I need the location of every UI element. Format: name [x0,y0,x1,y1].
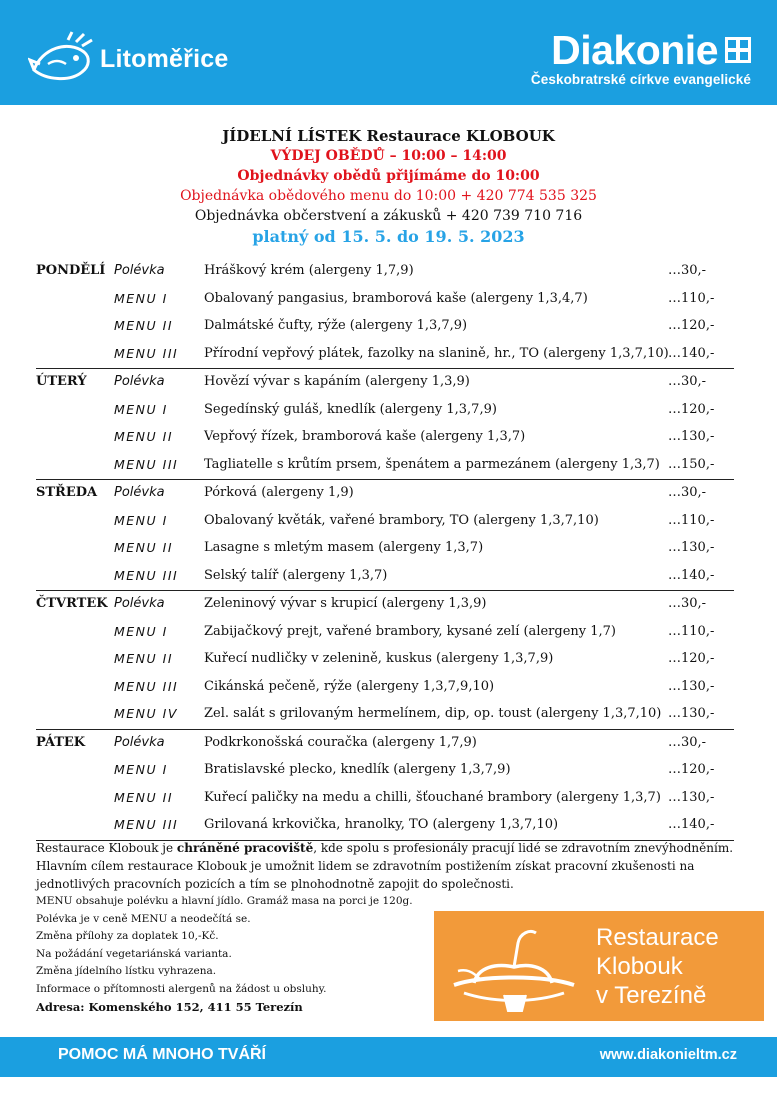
dish-name: Grilovaná krkovička, hranolky, TO (alergeny 1,3,7,10) [204,817,559,832]
dish-price: …120,- [668,762,715,777]
hat-fountain-icon [444,923,584,1013]
info-line: Polévka je v ceně MENU a neodečítá se. [36,912,251,925]
day-section [36,591,734,730]
panel-text: Restaurace Klobouk v Terezíně [596,924,719,1009]
day-name: PONDĚLÍ [36,263,106,278]
dish-name: Obalovaný květák, vařené brambory, TO (alergeny 1,3,7,10) [204,512,599,528]
dish-price: …120,- [668,401,715,417]
day-section [36,258,734,369]
fish-logo-icon [28,30,98,88]
menu-label: MENU II [114,789,174,805]
menu-row [36,757,734,785]
menu-row [36,674,734,702]
dish-name: Tagliatelle s krůtím prsem, špenátem a parmezánem (alergeny 1,3,7) [204,456,660,472]
menu-row [36,397,734,425]
restaurant-description: Restaurace Klobouk je chráněné pracoviště, kde spolu s profesionály pracují lidé se zdravotním znevýhodněním. Hlavním cílem restaurace Klobouk je umožnit lidem se zdravotním postižením získat pracovní zkušenosti na jednotlivých pracovních pozicích a tím se plnohodnotně zapojit do společnosti. [36,841,734,891]
dish-price: …120,- [668,318,715,333]
menu-row [36,619,734,647]
menu-label: MENU I [114,290,168,306]
dish-name: Hráškový krém (alergeny 1,7,9) [204,263,414,278]
dish-price: …30,- [668,374,707,389]
dish-price: …140,- [668,567,715,583]
dish-price: …130,- [668,789,715,805]
day-section [36,369,734,480]
menu-label: MENU III [114,456,179,472]
menu-row [36,258,734,286]
diakonie-logo [530,27,751,87]
footer-bar [0,1037,777,1077]
day-name: ÚTERÝ [36,374,87,389]
info-line: Změna jídelního lístku vyhrazena. [36,965,217,977]
dish-price: …130,- [668,540,715,555]
dish-name: Cikánská pečeně, rýže (alergeny 1,3,7,9,10) [204,678,495,694]
menu-row [36,646,734,674]
menu-row [36,424,734,452]
day-name: STŘEDA [36,485,98,500]
snack-order-phone: Objednávka občerstvení a zákusků + 420 739 710 716 [194,208,583,224]
dish-price: …30,- [668,263,707,278]
city-name: Litoměřice [100,44,229,73]
menu-row [36,313,734,341]
menu-row [36,701,734,729]
dish-name: Vepřový řízek, bramborová kaše (alergeny 1,3,7) [204,429,526,444]
dish-price: …110,- [668,623,715,639]
menu-order-phone: Objednávka obědového menu do 10:00 + 420 774 535 325 [180,188,597,204]
info-line: Na požádání vegetariánská varianta. [36,947,232,960]
dish-name: Selský talíř (alergeny 1,3,7) [204,567,388,583]
weekly-menu-table [36,258,734,841]
menu-label: MENU III [114,817,179,832]
dish-name: Hovězí vývar s kapáním (alergeny 1,3,9) [204,374,470,389]
dish-name: Podkrkonošská couračka (alergeny 1,7,9) [204,734,477,750]
menu-row [36,341,734,369]
dish-name: Obalovaný pangasius, bramborová kaše (alergeny 1,3,4,7) [204,290,588,306]
dish-name: Zeleninový vývar s krupicí (alergeny 1,3,9) [204,596,487,611]
dish-name: Kuřecí nudličky v zelenině, kuskus (alergeny 1,3,7,9) [204,651,554,666]
dish-name: Přírodní vepřový plátek, fazolky na slanině, hr., TO (alergeny 1,3,7,10) [204,345,669,361]
menu-row [36,591,734,619]
menu-row [36,563,734,591]
litomerice-logo [28,30,228,88]
menu-label: Polévka [114,734,165,750]
dish-price: …110,- [668,290,715,306]
menu-row [36,480,734,508]
info-line: Informace o přítomnosti alergenů na žádost u obsluhy. [36,982,327,995]
menu-label: MENU II [114,429,174,444]
validity-dates: platný od 15. 5. do 19. 5. 2023 [252,227,525,246]
menu-label: Polévka [114,374,165,389]
day-name: ČTVRTEK [36,596,108,611]
info-line: Změna přílohy za doplatek 10,-Kč. [36,930,219,942]
menu-label: MENU II [114,651,174,666]
day-section [36,730,734,841]
menu-label: MENU III [114,678,179,694]
menu-row [36,812,734,840]
dish-price: …140,- [668,345,715,361]
menu-label: MENU III [114,567,179,583]
dish-name: Zabijačkový prejt, vařené brambory, kysané zelí (alergeny 1,7) [204,623,616,639]
protected-workplace: chráněné pracoviště [176,841,314,855]
dish-price: …110,- [668,512,715,528]
menu-title-block [0,126,777,248]
dish-price: …130,- [668,678,715,694]
header-bar [0,0,777,105]
lunch-hours: VÝDEJ OBĚDŮ – 10:00 – 14:00 [270,148,507,164]
dish-price: …30,- [668,734,707,750]
dish-name: Segedínský guláš, knedlík (alergeny 1,3,7,9) [204,401,497,417]
dish-name: Zel. salát s grilovaným hermelínem, dip, op. toust (alergeny 1,3,7,10) [204,706,662,721]
address: Adresa: Komenského 152, 411 55 Terezín [36,1000,303,1014]
day-name: PÁTEK [36,734,86,750]
menu-label: MENU I [114,401,168,417]
dish-price: …130,- [668,429,715,444]
dish-name: Pórková (alergeny 1,9) [204,485,354,500]
page-title: JÍDELNÍ LÍSTEK Restaurace KLOBOUK [222,127,555,145]
dish-name: Kuřecí paličky na medu a chilli, šťouchané brambory (alergeny 1,3,7) [204,789,661,805]
diakonie-cross-icon [725,37,751,63]
order-deadline: Objednávky obědů přijímáme do 10:00 [237,168,540,184]
menu-label: MENU I [114,762,168,777]
menu-row [36,369,734,397]
dish-name: Bratislavské plecko, knedlík (alergeny 1,3,7,9) [204,762,511,777]
brand-name: Diakonie [551,27,718,73]
menu-row [36,286,734,314]
dish-price: …120,- [668,651,715,666]
menu-row [36,730,734,758]
info-line: MENU obsahuje polévku a hlavní jídlo. Gramáž masa na porci je 120g. [36,895,413,907]
menu-label: Polévka [114,596,165,611]
menu-label: MENU I [114,512,168,528]
menu-row [36,785,734,813]
dish-name: Lasagne s mletým masem (alergeny 1,3,7) [204,540,484,555]
dish-price: …30,- [668,596,707,611]
menu-label: MENU I [114,623,168,639]
menu-row [36,535,734,563]
menu-label: Polévka [114,263,165,278]
brand-subtitle: Českobratrské církve evangelické [530,72,751,87]
dish-price: …30,- [668,485,707,500]
menu-label: MENU III [114,345,179,361]
menu-label: MENU IV [114,706,178,721]
restaurant-logo-panel [434,911,764,1021]
menu-label: MENU II [114,318,174,333]
menu-row [36,452,734,480]
menu-label: MENU II [114,540,174,555]
dish-price: …140,- [668,817,715,832]
website-link[interactable]: www.diakonieltm.cz [599,1047,737,1063]
footer-slogan: POMOC MÁ MNOHO TVÁŘÍ [58,1046,266,1063]
dish-price: …130,- [668,706,715,721]
dish-name: Dalmátské čufty, rýže (alergeny 1,3,7,9) [204,318,468,333]
menu-label: Polévka [114,485,165,500]
day-section [36,480,734,591]
dish-price: …150,- [668,456,715,472]
menu-row [36,508,734,536]
